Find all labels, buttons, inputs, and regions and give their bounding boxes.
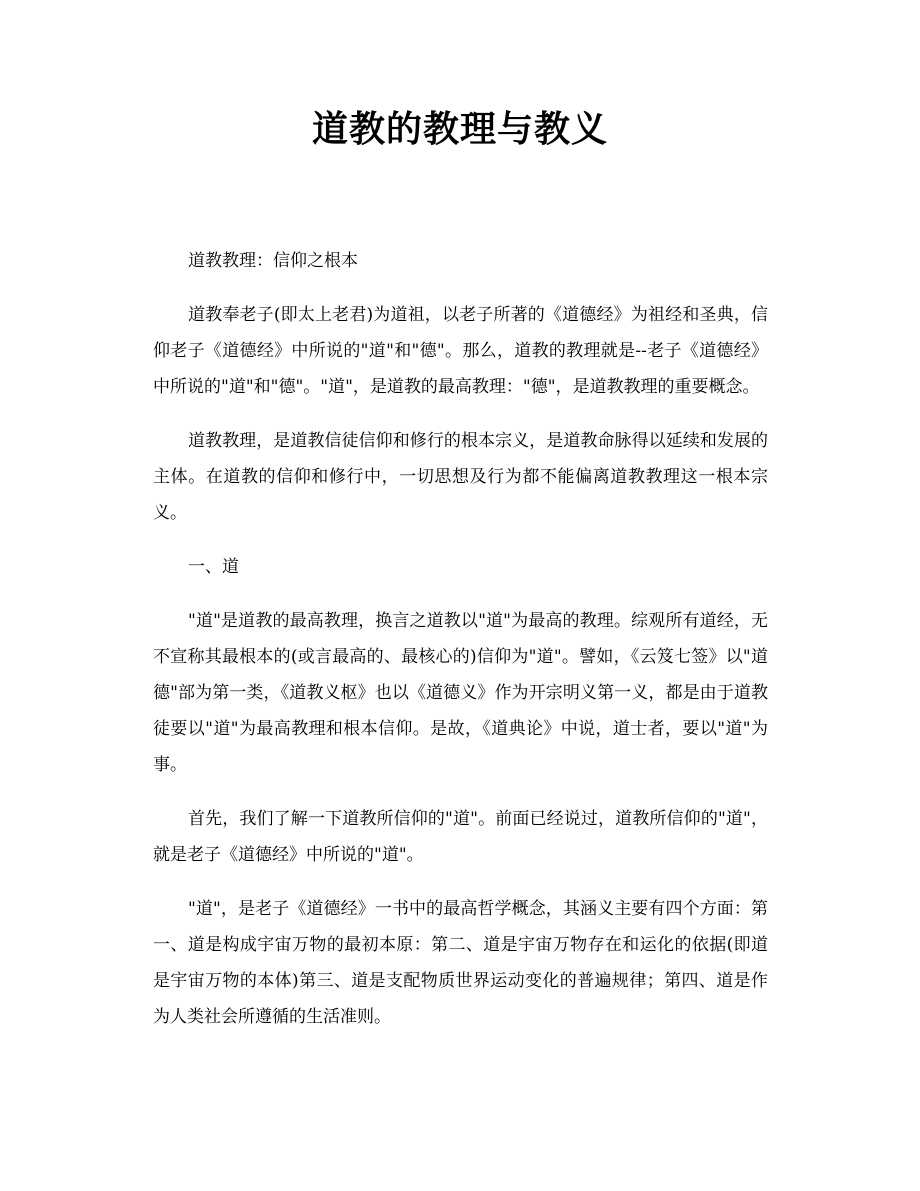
document-title: 道教的教理与教义 (311, 108, 608, 150)
paragraph: 道教教理，是道教信徒信仰和修行的根本宗义，是道教命脉得以延续和发展的主体。在道教的信仰和修行中，一切思想及行为都不能偏离道教教理这一根本宗义。 (153, 431, 768, 523)
paragraph: 道教奉老子(即太上老君)为道祖，以老子所著的《道德经》为祖经和圣典，信仰老子《道德经》中所说的"道"和"德"。那么，道教的教理就是--老子《道德经》中所说的"道"和"德"。"道"，是道教的最高教理："德"，是道教教理的重要概念。 (153, 305, 768, 397)
document-body (153, 243, 768, 1053)
paragraph-subheading-dao: 一、道 (188, 557, 239, 577)
paragraph-section-heading: 道教教理：信仰之根本 (188, 251, 358, 271)
paragraph: "道"是道教的最高教理，换言之道教以"道"为最高的教理。综观所有道经，无不宣称其最根本的(或言最高的、最核心的)信仰为"道"。譬如，《云笈七签》以"道德"部为第一类，《道教义枢》也以《道德义》作为开宗明义第一义，都是由于道教徒要以"道"为最高教理和根本信仰。是故，《道典论》中说，道士者，要以"道"为事。 (153, 611, 768, 775)
paragraph: "道"，是老子《道德经》一书中的最高哲学概念，其涵义主要有四个方面：第一、道是构成宇宙万物的最初本原：第二、道是宇宙万物存在和运化的依据(即道是宇宙万物的本体)第三、道是支配物质世界运动变化的普遍规律；第四、道是作为人类社会所遵循的生活准则。 (153, 899, 768, 1027)
paragraph: 首先，我们了解一下道教所信仰的"道"。前面已经说过，道教所信仰的"道"，就是老子《道德经》中所说的"道"。 (153, 809, 768, 865)
